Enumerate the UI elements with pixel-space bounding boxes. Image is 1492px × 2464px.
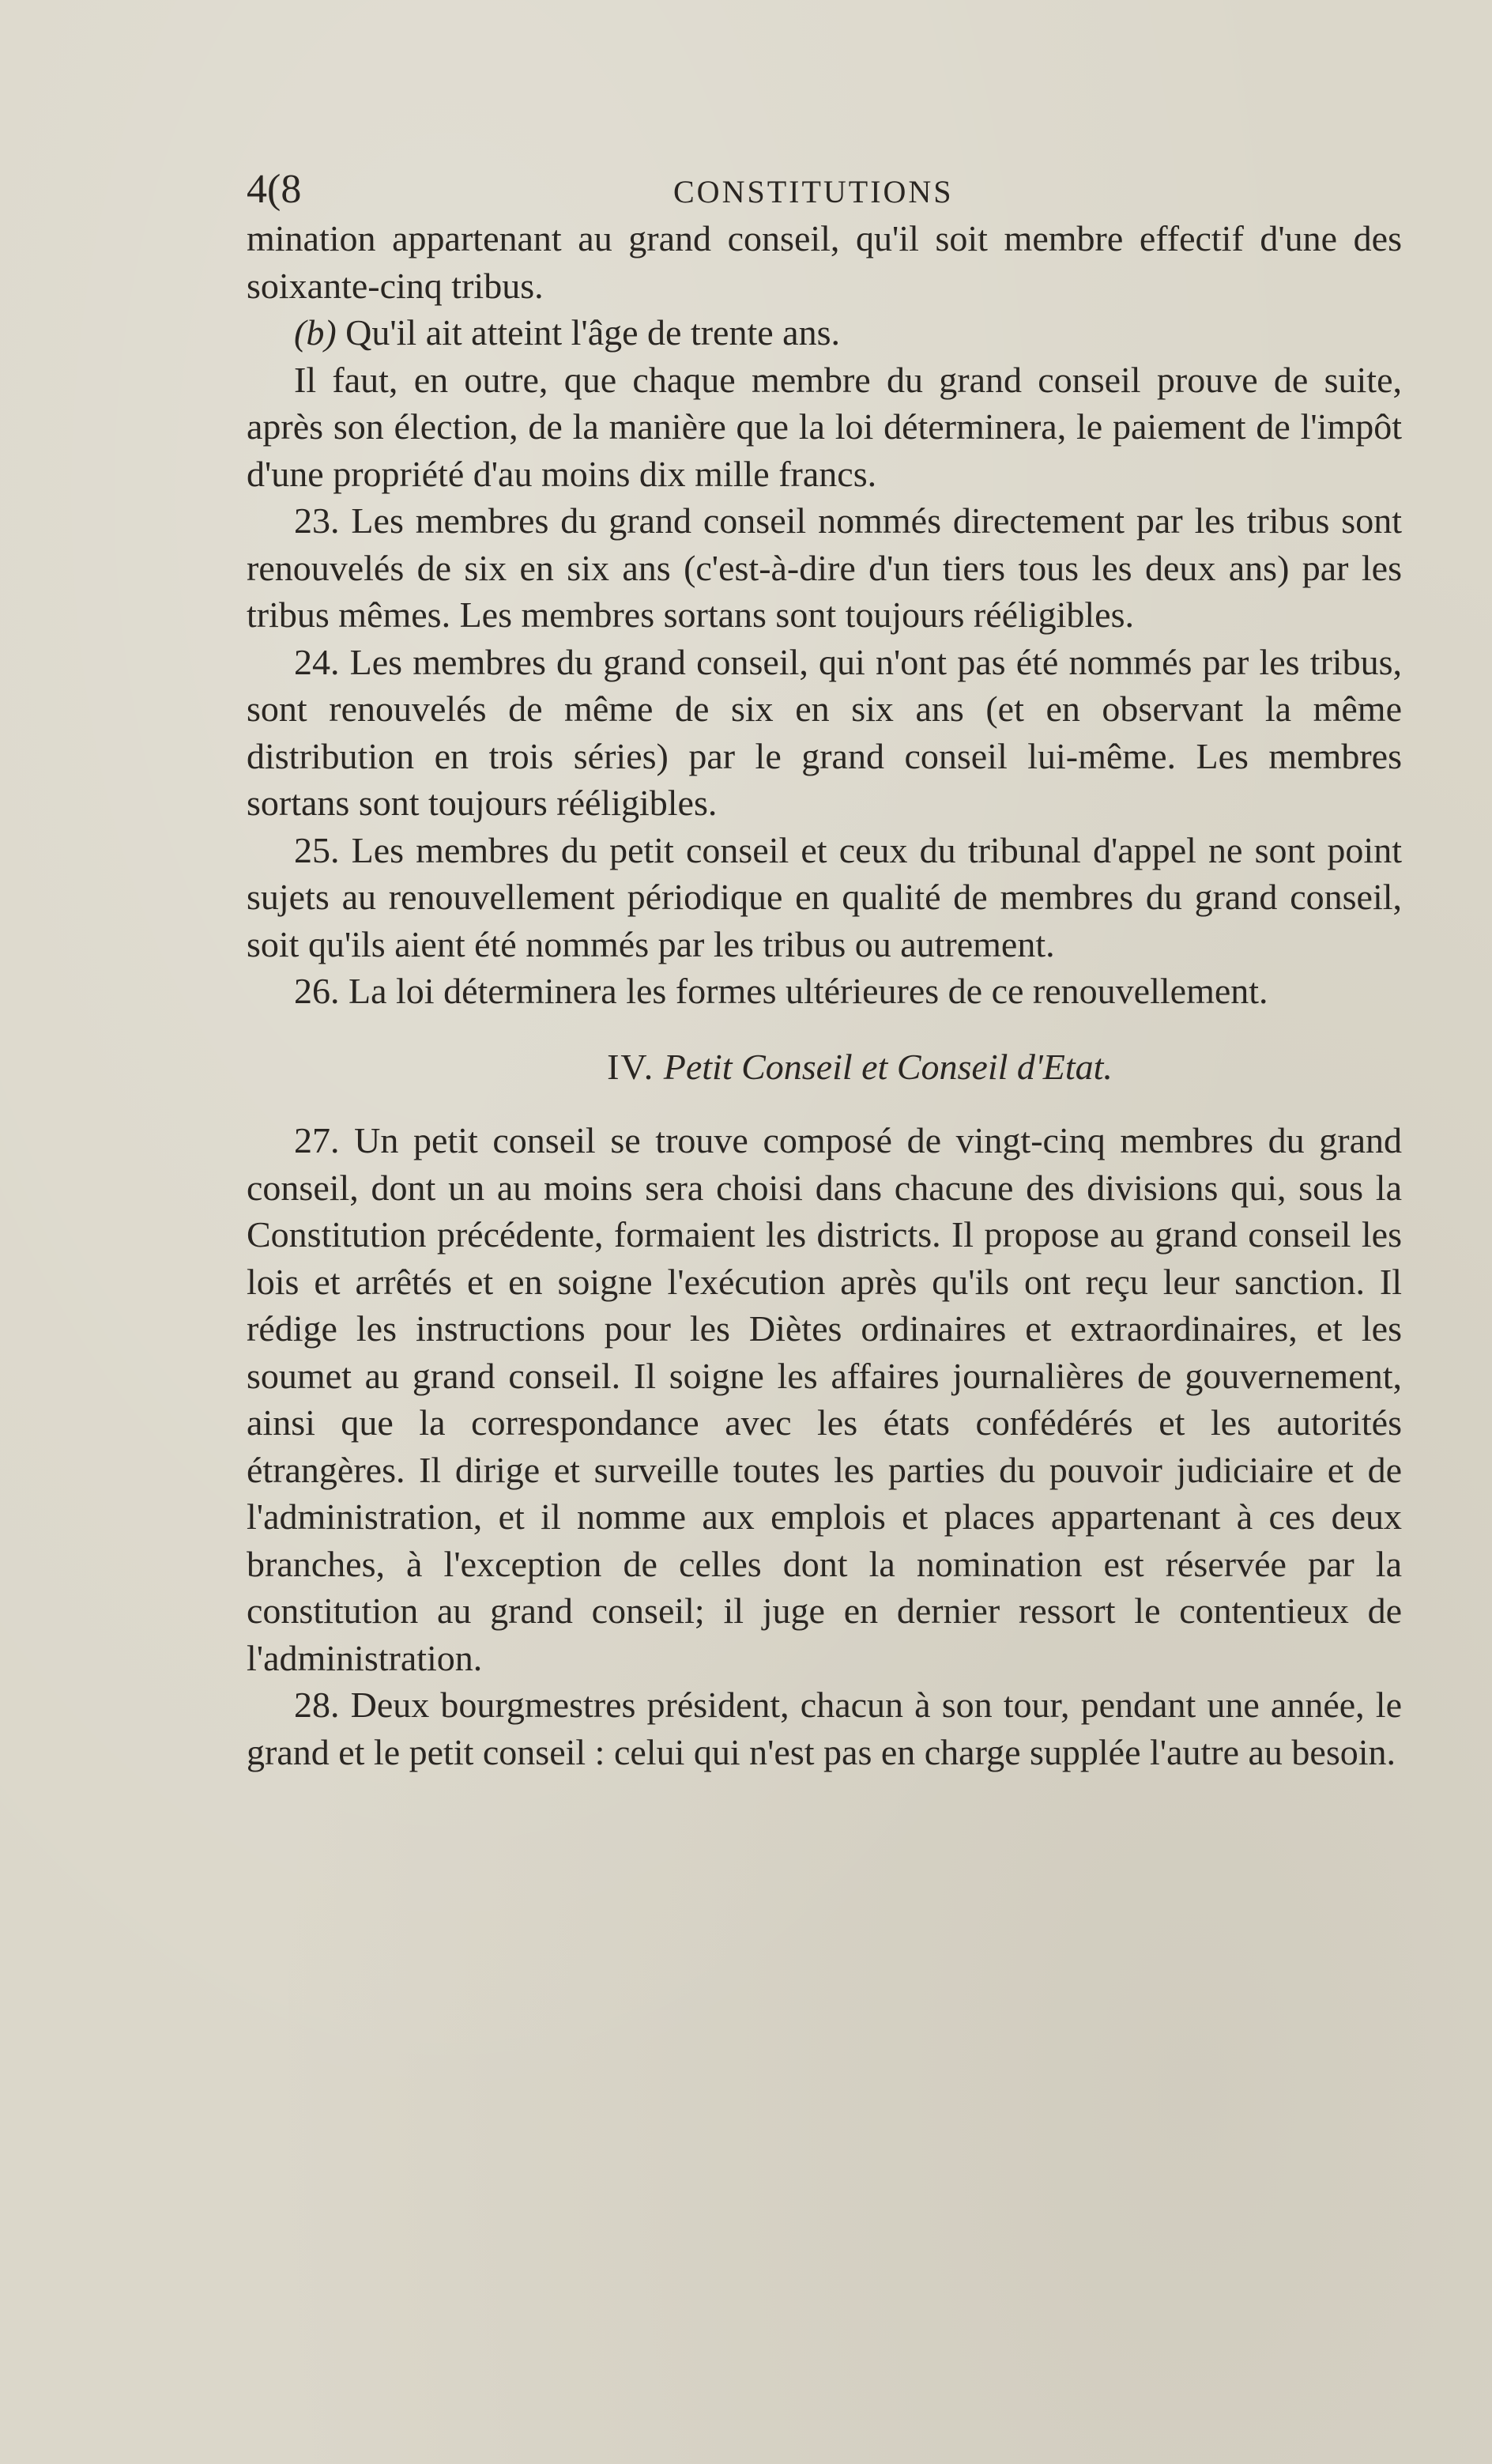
page-text-block	[247, 166, 1402, 1775]
section-heading	[247, 1043, 1402, 1091]
article-24: 24. Les membres du grand conseil, qui n'ont pas été nommés par les tribus, sont renouvelés de même de six en six ans (et en observant la même distribution en trois séries) par le grand conseil lui-même. Les membres sortans sont toujours rééligibles.	[247, 641, 1402, 823]
article-26: 26. La loi déterminera les formes ultérieures de ce renouvellement.	[294, 971, 1268, 1011]
section-title: Petit Conseil et Conseil d'Etat.	[663, 1046, 1113, 1087]
article-25: 25. Les membres du petit conseil et ceux du tribunal d'appel ne sont point sujets au renouvellement périodique en qualité de membres du grand conseil, soit qu'ils aient été nommés par les tribus ou autrement.	[247, 829, 1402, 964]
paragraph-clause-b	[247, 309, 1402, 357]
page-header	[247, 166, 1402, 213]
paragraph-il-faut: Il faut, en outre, que chaque membre du grand conseil prouve de suite, après son élection, de la manière que la loi déterminera, le paiement de l'impôt d'une propriété d'au moins dix mille francs.	[247, 359, 1402, 494]
running-head: CONSTITUTIONS	[673, 174, 954, 209]
article-23: 23. Les membres du grand conseil nommés directement par les tribus sont renouvelés de six en six ans (c'est-à-dire d'un tiers tous les deux ans) par les tribus mêmes. Les membres sortans sont toujours rééligibles.	[247, 500, 1402, 635]
article-28: 28. Deux bourgmestres président, chacun à son tour, pendant une année, le grand et le petit conseil : celui qui n'est pas en charge supplée l'autre au besoin.	[247, 1685, 1402, 1772]
clause-text: Qu'il ait atteint l'âge de trente ans.	[336, 312, 840, 353]
clause-marker: (b)	[294, 312, 337, 353]
section-number: IV.	[607, 1046, 655, 1087]
article-27: 27. Un petit conseil se trouve composé de vingt-cinq membres du grand conseil, dont un au moins sera choisi dans chacune des divisions qui, sous la Constitution précédente, formaient les districts. Il propose au grand conseil les lois et arrêtés et en soigne l'exécution après qu'ils ont reçu leur sanction. Il rédige les instructions pour les Diètes ordinaires et extraordinaires, et les soumet au grand conseil. Il soigne les affaires journalières de gouvernement, ainsi que la correspondance avec les états confédérés et les autorités étrangères. Il dirige et surveille toutes les parties du pouvoir judiciaire et de l'administration, et il nomme aux emplois et places appartenant à ces deux branches, à l'exception de celles dont la nomination est réservée par la constitution au grand conseil; il juge en dernier ressort le contentieux de l'administration.	[247, 1120, 1402, 1678]
paragraph-continuation: mination appartenant au grand conseil, qu'il soit membre effectif d'une des soixante-cinq tribus.	[247, 218, 1402, 306]
page-number: 4(8	[247, 167, 302, 212]
